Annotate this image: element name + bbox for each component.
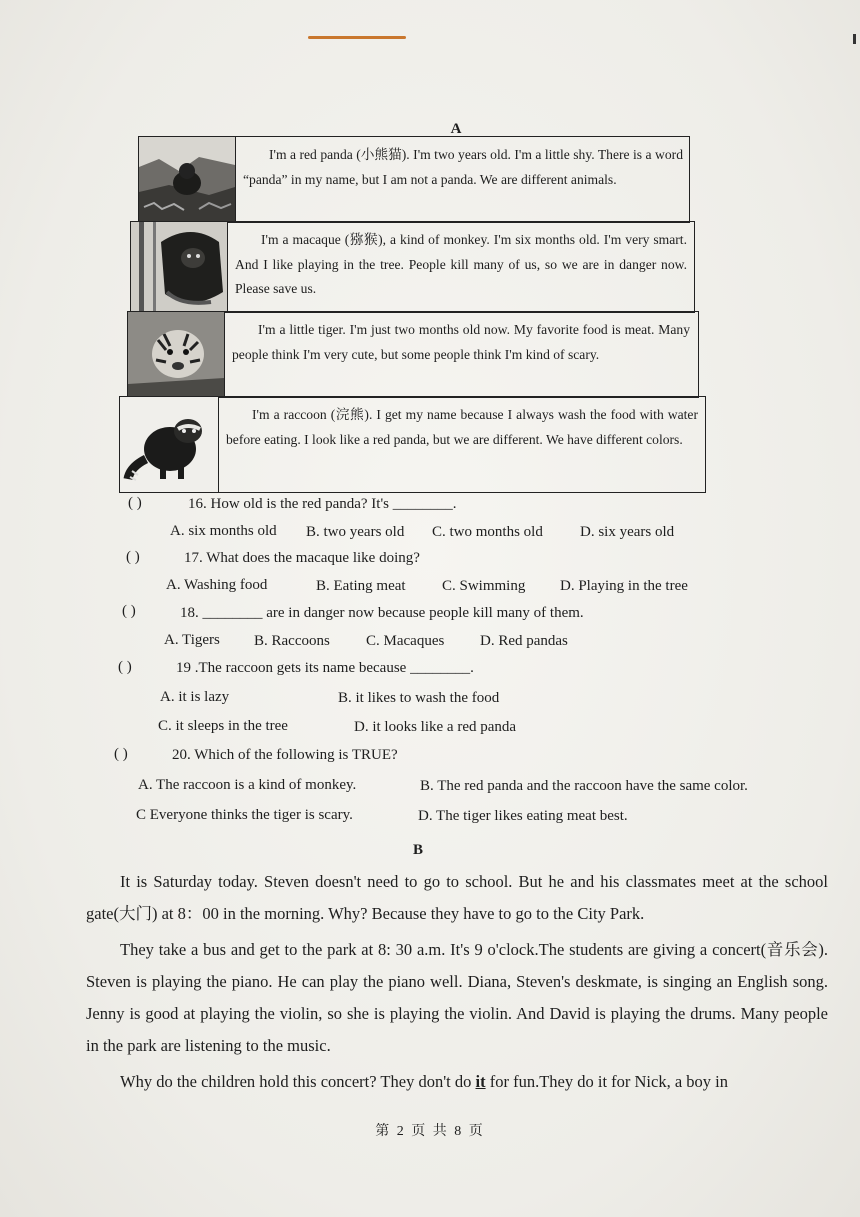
passage-paragraph: They take a bus and get to the park at 8: 30 a.m. It's 9 o'clock.The students are giving a concert(音乐会). Steven is playing the piano. He can play the piano well. Diana, Steven's deskmate, is singing an English song. Jenny is good at playing the violin, so she is playing the violin. And David is playing the drums. Many people in the park are listening to the music. [86, 940, 828, 1055]
table-row [127, 311, 699, 398]
option-d[interactable]: D. Red pandas [480, 633, 568, 649]
underlined-word: it [475, 1072, 486, 1091]
answer-blank[interactable]: ( ) [126, 549, 140, 565]
tiger-photo-icon [128, 312, 225, 397]
option-d[interactable]: D. The tiger likes eating meat best. [418, 808, 628, 824]
answer-blank[interactable]: ( ) [122, 603, 136, 619]
table-row [130, 221, 695, 313]
question-stem: 20. Which of the following is TRUE? [172, 747, 398, 763]
red-panda-photo-icon [139, 137, 236, 222]
raccoon-photo-icon [120, 397, 219, 492]
option-a[interactable]: A. it is lazy [160, 689, 230, 705]
option-c[interactable]: C. two months old [432, 524, 543, 540]
animal-description: I'm a raccoon (浣熊). I get my name because I always wash the food with water before eating. I look like a red panda, but we are different. We have different colors. [226, 407, 698, 447]
scan-mark [308, 36, 406, 39]
option-a[interactable]: A. Washing food [166, 577, 268, 593]
option-b[interactable]: B. Eating meat [316, 578, 406, 594]
animal-description: I'm a little tiger. I'm just two months old now. My favorite food is meat. Many people think I'm very cute, but some people think I'm kind of scary. [232, 322, 690, 362]
option-c[interactable]: C. Swimming [442, 578, 526, 594]
option-c[interactable]: C. Macaques [366, 633, 445, 649]
table-row [138, 136, 690, 223]
page-number: 第 2 页 共 8 页 [375, 1124, 485, 1139]
question-stem: 17. What does the macaque like doing? [184, 550, 420, 566]
answer-blank[interactable]: ( ) [128, 495, 142, 511]
question-stem: 19 .The raccoon gets its name because ________. [176, 660, 474, 676]
option-b[interactable]: B. it likes to wash the food [338, 690, 500, 706]
option-d[interactable]: D. it looks like a red panda [354, 719, 517, 735]
question-stem: 16. How old is the red panda? It's ________. [188, 496, 457, 512]
option-d[interactable]: D. Playing in the tree [560, 578, 688, 594]
macaque-photo-icon [131, 222, 228, 312]
section-b-title: B [412, 842, 423, 858]
passage-paragraph: It is Saturday today. Steven doesn't need to go to school. But he and his classmates meet at the school gate(大门) at 8：00 in the morning. Why? Because they have to go to the City Park. [86, 872, 828, 923]
option-a[interactable]: A. six months old [170, 523, 277, 539]
option-b[interactable]: B. The red panda and the raccoon have the same color. [420, 778, 748, 794]
question-stem: 18. ________ are in danger now because people kill many of them. [180, 605, 584, 621]
option-c[interactable]: C Everyone thinks the tiger is scary. [136, 807, 353, 823]
option-a[interactable]: A. The raccoon is a kind of monkey. [138, 777, 357, 793]
animal-description: I'm a red panda (小熊猫). I'm two years old. I'm a little shy. There is a word “panda” in my name, but I am not a panda. We are different animals. [243, 147, 683, 187]
section-a-title: A [450, 121, 462, 137]
scan-mark [853, 34, 856, 44]
answer-blank[interactable]: ( ) [114, 746, 128, 762]
option-b[interactable]: B. Raccoons [254, 633, 330, 649]
passage-paragraph: Why do the children hold this concert? They don't do it for fun.They do it for Nick, a boy in [120, 1072, 728, 1091]
animal-description: I'm a macaque (猕猴), a kind of monkey. I'm six months old. I'm very smart. And I like playing in the tree. People kill many of us, so we are in danger now. Please save us. [235, 232, 687, 296]
table-row [119, 396, 706, 493]
option-a[interactable]: A. Tigers [164, 632, 220, 648]
answer-blank[interactable]: ( ) [118, 659, 132, 675]
reading-passage [86, 866, 828, 1098]
option-c[interactable]: C. it sleeps in the tree [158, 718, 288, 734]
option-d[interactable]: D. six years old [580, 524, 675, 540]
option-b[interactable]: B. two years old [306, 524, 405, 540]
